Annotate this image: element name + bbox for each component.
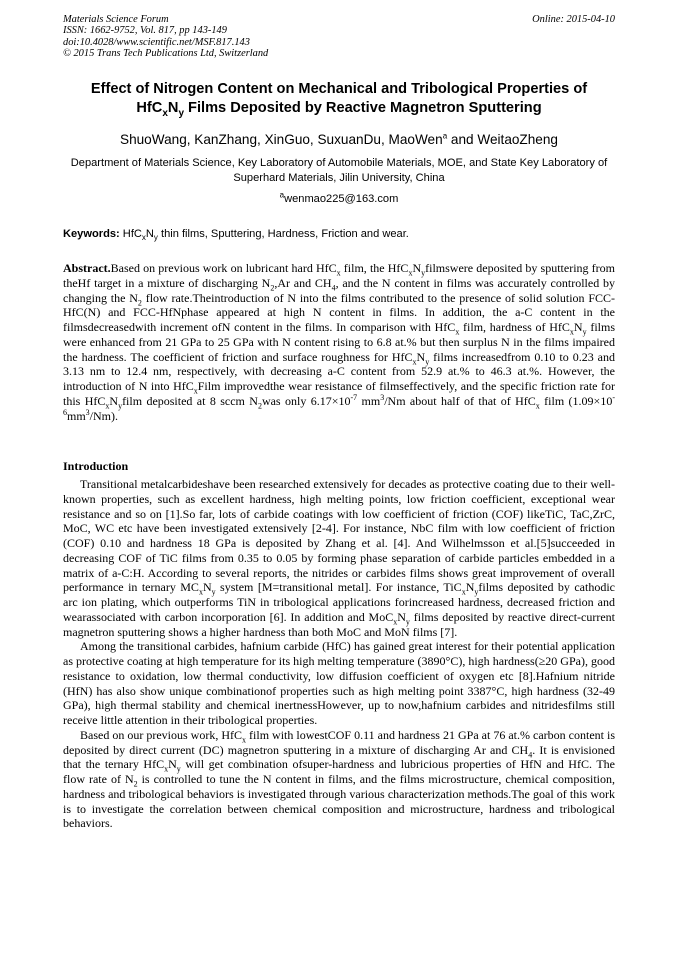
author-list: ShuoWang, KanZhang, XinGuo, SuxuanDu, MaoWen$^a$ and WeitaoZheng [120, 131, 558, 147]
journal-name: Materials Science Forum [63, 14, 169, 25]
keywords-label: Keywords: [63, 228, 120, 240]
journal-issn: ISSN: 1662-9752, Vol. 817, pp 143-149 [63, 25, 227, 37]
journal-header [63, 14, 268, 60]
section-heading-introduction: Introduction [63, 459, 129, 473]
journal-copyright: © 2015 Trans Tech Publications Ltd, Switzerland [63, 48, 269, 60]
journal-doi[interactable]: doi:10.4028/www.scientific.net/MSF.817.143 [63, 36, 250, 48]
affiliation: Department of Materials Science, Key Laboratory of Automobile Materials, MOE, and State Key Laboratory of Superhard Materials, Jilin University, China [70, 157, 608, 184]
corresponding-email[interactable]: $^a$wenmao225@163.com [279, 190, 399, 205]
intro-paragraph-2: Among the transitional carbides, hafnium carbide (HfC) has gained great interest for their potential application as protective coating at high temperature for its high melting temperature (3890°C), high hardness(≥20 GPa), good resistance to oxidation, low thermal conductivity, low diffusion coefficient of oxygen etc [8].Hafnium nitride (HfN) has also show unique combinationof properties such as high melting point 3387°C, high hardness (32-49 GPa), high thermal stability and chemical inertnessHowever, up to now,hafnium carbides and nitridesfilms still receive little attention in their tribological properties. [63, 639, 615, 727]
introduction-body [63, 477, 615, 831]
online-date: Online: 2015-04-10 [532, 14, 615, 25]
abstract: Abstract.Based on previous work on lubricant hard HfC$_x$ film, the $HfC_xN_yfilmswere$ deposited by sputtering from theHf target in a mixture of discharging $N_2,Ar$ and $CH_4$, and the N content in films was accurately controlled by changing the $N_2$ flow rate.Theintroduction of N into the films contributed to the presence of solid solution FCC-HfC(N) and FCC-HfNphase appeared at high N content in films. In addition, the a-C content in the filmsdecreasedwith increment ofN content in the films. In comparison with HfC$_x$ film, hardness of $HfC_xN_y$ films were enhanced from 21 GPa to 25 GPa with N content rising to 6.8 at.% but then surplus N in the films impaired the hardness. The coefficient of friction and surface roughness for $HfC_xN_y$ films increasedfrom 0.10 to 0.23 and 3.13 nm to 12.4 nm, respectively, with decreasing a-C content from 52.9 at.% to 46.3 at.%. However, the introduction of N into HfC$_x$Film improvedthe wear resistance of filmseffectively, and the specific friction rate for this $HfC_xN_yfilm$ deposited at 8 sccm $N_2was$ only $6.17\times 10^{-7}$ $mm^3/Nm$ about half of that of HfC$_x$ film $(1.09\times 10^{-6}mm^3/Nm)$. [63, 261, 616, 423]
abstract-label: Abstract. [63, 261, 111, 275]
intro-paragraph-1: Transitional metalcarbideshave been researched extensively for decades as protective coating due to their well-known properties, such as excellent hardness, high melting points, low friction coefficient, exceptional wear resistance and so on [1].So far, lots of carbide coatings with low coefficient of friction (COF) likeTiC, TaC,ZrC, MoC, WC etc have been investigated extensively [2-4]. For instance, NbC film with low coefficient of friction (COF) 0.10 and hardness 18 GPa is deposited by Zhang et al. [4]. And Wilhelmsson et al.[5]succeeded in decreasing COF of TiC films from 0.35 to 0.05 by forming phase separation of carbide particles embedded in a matrix of a-C:H. According to several reports, the nitrides or carbides films shows great improvement of overall performance in ternary $MC_xN_y$ system [M=transitional metal]. For instance, $TiC_xN_yfilms$ deposited by cathodic arc ion plating, which outperforms TiN in tribological applications forincreased hardness, decreased friction and wearassociated with carbon incorporation [6]. In addition and $MoC_xN_y$ films deposited by reactive direct-current magnetron sputtering shows a higher hardness than both MoC and MoN films [7]. [63, 477, 616, 639]
title-line-2: $HfC_xN_y$ Films Deposited by Reactive Magnetron Sputtering [136, 100, 542, 119]
title-line-1: Effect of Nitrogen Content on Mechanical and Tribological Properties of [90, 81, 588, 97]
paper-title [40, 80, 638, 118]
intro-paragraph-3: Based on our previous work, HfC$_x$ film with lowestCOF 0.11 and hardness 21 GPa at 76 at.% carbon content is deposited by direct current (DC) magnetron sputtering in a mixture of discharging Ar and $CH_4$. It is envisioned that the ternary $HfC_xN_y$ will get combination ofsuper-hardness and lubricious properties of HfN and HfC. The flow rate of $N_2$ is controlled to tune the N content in films, and the films microstructure, chemical composition, hardness and tribological behaviors is investigated through various characterization methods.The goal of this work is to investigate the correlation between chemical composition and microstructure, hardness and tribological behaviors. [63, 727, 616, 831]
keywords: Keywords: $HfC_xN_y$ thin films, Sputtering, Hardness, Friction and wear. [63, 228, 409, 243]
